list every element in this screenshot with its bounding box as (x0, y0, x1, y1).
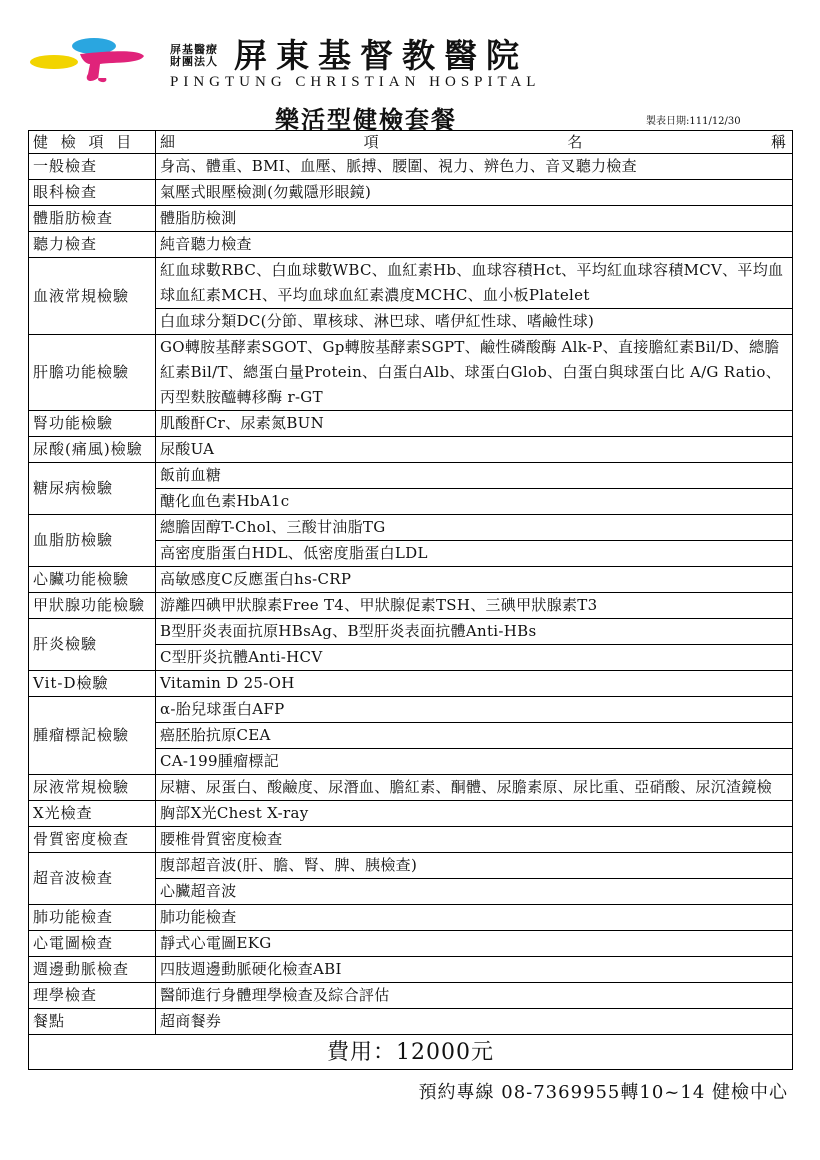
page-header (28, 34, 788, 94)
table-body (29, 154, 793, 1035)
item-name: Vit-D檢驗 (29, 671, 156, 697)
item-detail: 尿糖、尿蛋白、酸鹼度、尿潛血、膽紅素、酮體、尿膽素原、尿比重、亞硝酸、尿沉渣鏡檢 (156, 775, 793, 801)
item-name: 骨質密度檢查 (29, 827, 156, 853)
org-type-label: 屏基醫療 財團法人 (170, 43, 218, 68)
booking-hotline: 預約專線 08-7369955轉10~14 健檢中心 (418, 1082, 788, 1103)
table-row (29, 827, 793, 853)
item-detail: 紅血球數RBC、白血球數WBC、血紅素Hb、血球容積Hct、平均紅血球容積MCV、平均血球血紅素MCH、平均血球血紅素濃度MCHC、血小板Platelet (156, 258, 793, 309)
table-row (29, 437, 793, 463)
item-name: 肺功能檢查 (29, 905, 156, 931)
item-detail: 四肢週邊動脈硬化檢查ABI (156, 957, 793, 983)
table-row (29, 853, 793, 879)
table-row (29, 206, 793, 232)
table-row (29, 931, 793, 957)
hospital-name-en: PINGTUNG CHRISTIAN HOSPITAL (170, 74, 541, 90)
table-row (29, 180, 793, 206)
item-detail: 游離四碘甲狀腺素Free T4、甲狀腺促素TSH、三碘甲狀腺素T3 (156, 593, 793, 619)
header-detail: 細 項 名 稱 (156, 131, 793, 154)
table-row (29, 983, 793, 1009)
item-detail: 肺功能檢查 (156, 905, 793, 931)
item-detail: GO轉胺基酵素SGOT、Gp轉胺基酵素SGPT、鹼性磷酸酶 Alk-P、直接膽紅素Bil/D、總膽紅素Bil/T、總蛋白量Protein、白蛋白Alb、球蛋白Glob、白蛋白與球蛋白比 A/G Ratio、丙型麩胺醯轉移酶 r-GT (156, 335, 793, 411)
table-row (29, 801, 793, 827)
page-title: 樂活型健檢套餐 (275, 105, 457, 134)
item-name: 一般檢查 (29, 154, 156, 180)
checkup-table (28, 130, 793, 1070)
item-detail: B型肝炎表面抗原HBsAg、B型肝炎表面抗體Anti-HBs (156, 619, 793, 645)
item-name: 體脂肪檢查 (29, 206, 156, 232)
item-name: 超音波檢查 (29, 853, 156, 905)
item-detail: 腰椎骨質密度檢查 (156, 827, 793, 853)
table-row (29, 232, 793, 258)
item-detail: 白血球分類DC(分節、單核球、淋巴球、嗜伊紅性球、嗜鹼性球) (156, 309, 793, 335)
item-name: 腎功能檢驗 (29, 411, 156, 437)
table-row (29, 154, 793, 180)
hospital-name: 屏東基督教醫院 (234, 36, 528, 75)
table-row (29, 957, 793, 983)
table-row (29, 567, 793, 593)
item-detail: 尿酸UA (156, 437, 793, 463)
item-name: 甲狀腺功能檢驗 (29, 593, 156, 619)
item-detail: 醣化血色素HbA1c (156, 489, 793, 515)
item-name: 眼科檢查 (29, 180, 156, 206)
table-row (29, 905, 793, 931)
item-name: 糖尿病檢驗 (29, 463, 156, 515)
table-header-row (29, 131, 793, 154)
item-name: 心臟功能檢驗 (29, 567, 156, 593)
item-detail: C型肝炎抗體Anti-HCV (156, 645, 793, 671)
table-row (29, 619, 793, 645)
table-row (29, 1009, 793, 1035)
item-name: 肝膽功能檢驗 (29, 335, 156, 411)
item-detail: 肌酸酐Cr、尿素氮BUN (156, 411, 793, 437)
fee-text: 費用：12000元 (29, 1035, 793, 1070)
item-name: 尿液常規檢驗 (29, 775, 156, 801)
header-item: 健 檢 項 目 (29, 131, 156, 154)
table-row (29, 593, 793, 619)
fee-row (29, 1035, 793, 1070)
item-name: 餐點 (29, 1009, 156, 1035)
item-detail: 體脂肪檢測 (156, 206, 793, 232)
item-name: 聽力檢查 (29, 232, 156, 258)
item-detail: 純音聽力檢查 (156, 232, 793, 258)
item-detail: 總膽固醇T-Chol、三酸甘油脂TG (156, 515, 793, 541)
item-detail: 身高、體重、BMI、血壓、脈搏、腰圍、視力、辨色力、音叉聽力檢查 (156, 154, 793, 180)
hospital-logo-icon (28, 34, 148, 90)
table-row (29, 411, 793, 437)
table-row (29, 258, 793, 309)
item-detail: 飯前血糖 (156, 463, 793, 489)
item-detail: 靜式心電圖EKG (156, 931, 793, 957)
item-name: 肝炎檢驗 (29, 619, 156, 671)
table-date: 製表日期:111/12/30 (646, 116, 741, 127)
table-row (29, 697, 793, 723)
item-detail: Vitamin D 25-OH (156, 671, 793, 697)
item-name: 心電圖檢查 (29, 931, 156, 957)
item-name: 血液常規檢驗 (29, 258, 156, 335)
item-name: 週邊動脈檢查 (29, 957, 156, 983)
item-detail: 醫師進行身體理學檢查及綜合評估 (156, 983, 793, 1009)
item-detail: α-胎兒球蛋白AFP (156, 697, 793, 723)
item-detail: 超商餐券 (156, 1009, 793, 1035)
item-detail: CA-199腫瘤標記 (156, 749, 793, 775)
item-name: 血脂肪檢驗 (29, 515, 156, 567)
table-row (29, 463, 793, 489)
item-detail: 胸部X光Chest X-ray (156, 801, 793, 827)
item-detail: 高敏感度C反應蛋白hs-CRP (156, 567, 793, 593)
table-row (29, 775, 793, 801)
table-row (29, 335, 793, 411)
item-detail: 腹部超音波(肝、膽、腎、脾、胰檢查) (156, 853, 793, 879)
item-detail: 氣壓式眼壓檢測(勿戴隱形眼鏡) (156, 180, 793, 206)
item-name: 尿酸(痛風)檢驗 (29, 437, 156, 463)
table-row (29, 671, 793, 697)
item-name: X光檢查 (29, 801, 156, 827)
item-name: 理學檢查 (29, 983, 156, 1009)
item-detail: 癌胚胎抗原CEA (156, 723, 793, 749)
table-row (29, 515, 793, 541)
item-name: 腫瘤標記檢驗 (29, 697, 156, 775)
item-detail: 高密度脂蛋白HDL、低密度脂蛋白LDL (156, 541, 793, 567)
item-detail: 心臟超音波 (156, 879, 793, 905)
